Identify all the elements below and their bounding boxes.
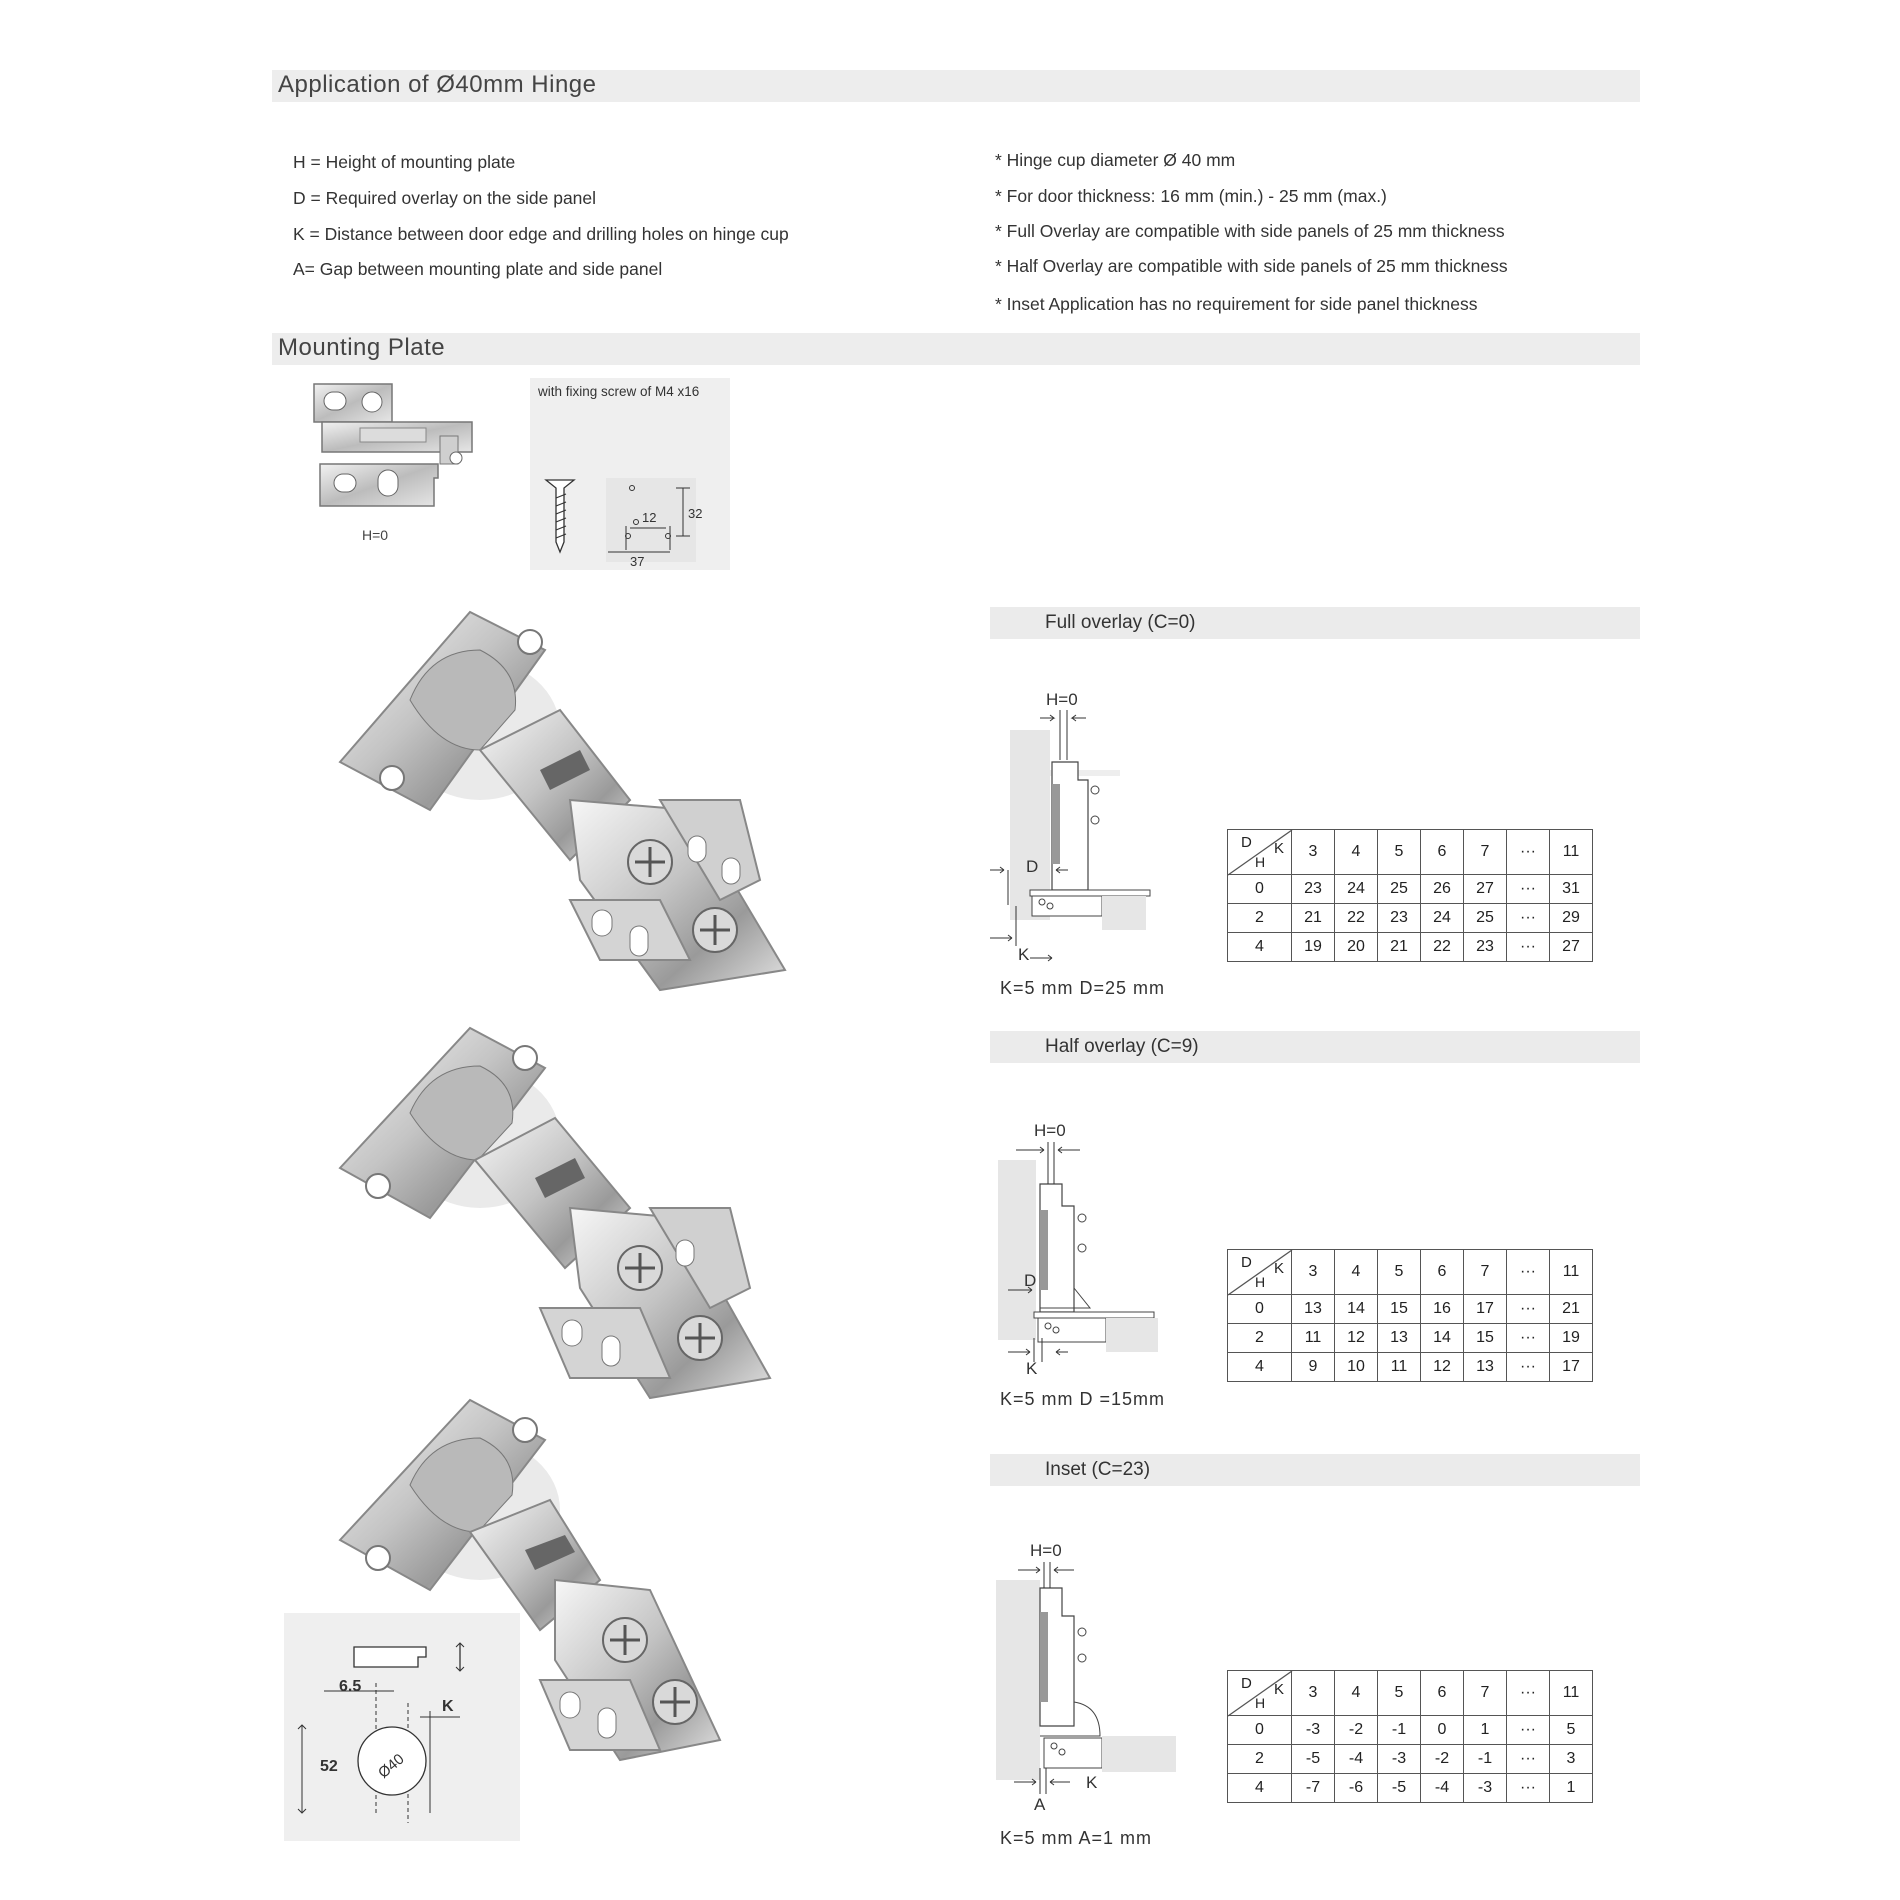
- table-cell: 21: [1378, 933, 1421, 962]
- table-k-header: 4: [1335, 1671, 1378, 1716]
- table-cell: 29: [1550, 904, 1593, 933]
- table-header-row: [1228, 830, 1593, 875]
- table-cell: 14: [1335, 1295, 1378, 1324]
- full-overlay-d-label: D: [1026, 857, 1039, 876]
- cup-dim-52: 52: [320, 1758, 338, 1775]
- mounting-plate-header-bar: [272, 333, 1640, 365]
- table-cell: 16: [1421, 1295, 1464, 1324]
- table-cell: 24: [1335, 875, 1378, 904]
- table-cell: ···: [1507, 1745, 1550, 1774]
- table-cell: 20: [1335, 933, 1378, 962]
- table-h-cell: 4: [1228, 1353, 1292, 1382]
- table-row: [1228, 933, 1593, 962]
- spec-door-thickness: * For door thickness: 16 mm (min.) - 25 mm (max.): [995, 186, 1387, 206]
- table-row: [1228, 1353, 1593, 1382]
- table-cell: ···: [1507, 904, 1550, 933]
- table-h-cell: 2: [1228, 904, 1292, 933]
- spec-inset: * Inset Application has no requirement for side panel thickness: [995, 294, 1478, 314]
- table-cell: -6: [1335, 1774, 1378, 1803]
- table-k-header: 7: [1464, 1671, 1507, 1716]
- table-k-header: 3: [1292, 1250, 1335, 1295]
- table-cell: 1: [1550, 1774, 1593, 1803]
- definition-h: H = Height of mounting plate: [293, 152, 516, 172]
- table-cell: 22: [1421, 933, 1464, 962]
- table-cell: 12: [1335, 1324, 1378, 1353]
- cup-dim-diameter: Ø40: [374, 1750, 408, 1782]
- table-cell: -5: [1292, 1745, 1335, 1774]
- table-k-header: 11: [1550, 1250, 1593, 1295]
- inset-h-label: H=0: [1030, 1541, 1062, 1560]
- table-k-header: 11: [1550, 1671, 1593, 1716]
- half-overlay-caption: K=5 mm D =15mm: [1000, 1389, 1166, 1409]
- table-cell: -5: [1378, 1774, 1421, 1803]
- table-corner: D K H: [1228, 1671, 1292, 1716]
- table-header-row: [1228, 1250, 1593, 1295]
- definition-k: K = Distance between door edge and drilling holes on hinge cup: [293, 224, 789, 244]
- cup-drilling-drawing: [284, 1613, 520, 1841]
- full-overlay-table: [1227, 829, 1593, 962]
- table-row: [1228, 1716, 1593, 1745]
- table-cell: ···: [1507, 933, 1550, 962]
- table-cell: 13: [1464, 1353, 1507, 1382]
- table-row: [1228, 1745, 1593, 1774]
- table-h-cell: 4: [1228, 1774, 1292, 1803]
- application-title: Application of Ø40mm Hinge: [278, 71, 597, 98]
- inset-bar: [990, 1454, 1640, 1486]
- table-cell: ···: [1507, 1353, 1550, 1382]
- table-k-header: 3: [1292, 830, 1335, 875]
- screw-dim-32: 32: [688, 506, 703, 521]
- table-cell: -2: [1335, 1716, 1378, 1745]
- half-overlay-table: [1227, 1249, 1593, 1382]
- table-k-header: 11: [1550, 830, 1593, 875]
- spec-cup-diameter: * Hinge cup diameter Ø 40 mm: [995, 150, 1236, 170]
- table-cell: 22: [1335, 904, 1378, 933]
- table-k-header: 5: [1378, 1671, 1421, 1716]
- table-cell: 11: [1292, 1324, 1335, 1353]
- table-cell: -3: [1378, 1745, 1421, 1774]
- definition-a: A= Gap between mounting plate and side panel: [293, 259, 663, 279]
- table-h-cell: 4: [1228, 933, 1292, 962]
- table-cell: 15: [1378, 1295, 1421, 1324]
- table-cell: 14: [1421, 1324, 1464, 1353]
- table-cell: 25: [1464, 904, 1507, 933]
- table-k-header: 6: [1421, 830, 1464, 875]
- table-k-header: 5: [1378, 1250, 1421, 1295]
- table-row: [1228, 1774, 1593, 1803]
- table-cell: -2: [1421, 1745, 1464, 1774]
- table-k-header: ···: [1507, 1250, 1550, 1295]
- table-row: [1228, 904, 1593, 933]
- table-h-cell: 0: [1228, 1295, 1292, 1324]
- inset-caption: K=5 mm A=1 mm: [1000, 1828, 1153, 1848]
- inset-table: [1227, 1670, 1593, 1803]
- table-cell: -3: [1292, 1716, 1335, 1745]
- table-cell: ···: [1507, 1295, 1550, 1324]
- table-cell: -4: [1421, 1774, 1464, 1803]
- hinge-icon: [330, 600, 800, 1020]
- full-overlay-caption: K=5 mm D=25 mm: [1000, 978, 1166, 998]
- table-h-cell: 0: [1228, 1716, 1292, 1745]
- table-corner: D K H: [1228, 830, 1292, 875]
- table-cell: ···: [1507, 1774, 1550, 1803]
- table-cell: 19: [1292, 933, 1335, 962]
- table-cell: -7: [1292, 1774, 1335, 1803]
- table-k-header: 6: [1421, 1250, 1464, 1295]
- mounting-plate-icon: [300, 378, 490, 548]
- half-overlay-k-label: K: [1026, 1359, 1038, 1378]
- table-cell: 17: [1464, 1295, 1507, 1324]
- table-cell: -4: [1335, 1745, 1378, 1774]
- inset-title: Inset (C=23): [1045, 1459, 1151, 1480]
- table-k-header: 7: [1464, 1250, 1507, 1295]
- cabinet-diagram-icon: [990, 1112, 1170, 1378]
- inset-a-label: A: [1034, 1795, 1046, 1814]
- table-cell: 21: [1550, 1295, 1593, 1324]
- table-cell: 17: [1550, 1353, 1593, 1382]
- table-cell: 27: [1550, 933, 1593, 962]
- table-cell: 5: [1550, 1716, 1593, 1745]
- table-cell: 25: [1378, 875, 1421, 904]
- table-cell: 10: [1335, 1353, 1378, 1382]
- half-overlay-title: Half overlay (C=9): [1045, 1036, 1199, 1057]
- screw-icon: [530, 400, 730, 570]
- inset-k-label: K: [1086, 1773, 1098, 1792]
- table-cell: 11: [1378, 1353, 1421, 1382]
- table-k-header: 6: [1421, 1671, 1464, 1716]
- table-cell: 26: [1421, 875, 1464, 904]
- table-cell: 13: [1378, 1324, 1421, 1353]
- cabinet-diagram-icon: [990, 680, 1170, 964]
- table-cell: 12: [1421, 1353, 1464, 1382]
- spec-full-overlay: * Full Overlay are compatible with side panels of 25 mm thickness: [995, 221, 1505, 241]
- screw-dim-37: 37: [630, 554, 645, 569]
- table-cell: -3: [1464, 1774, 1507, 1803]
- half-overlay-h-label: H=0: [1034, 1121, 1066, 1140]
- full-overlay-h-label: H=0: [1046, 690, 1078, 709]
- table-row: [1228, 1295, 1593, 1324]
- table-cell: 13: [1292, 1295, 1335, 1324]
- table-cell: -1: [1378, 1716, 1421, 1745]
- table-cell: ···: [1507, 1324, 1550, 1353]
- table-cell: 1: [1464, 1716, 1507, 1745]
- table-cell: ···: [1507, 1716, 1550, 1745]
- table-cell: 21: [1292, 904, 1335, 933]
- table-k-header: 7: [1464, 830, 1507, 875]
- cup-dim-65: 6.5: [339, 1678, 362, 1695]
- table-cell: 0: [1421, 1716, 1464, 1745]
- table-cell: 23: [1378, 904, 1421, 933]
- table-header-row: [1228, 1671, 1593, 1716]
- table-cell: -1: [1464, 1745, 1507, 1774]
- mounting-plate-label: H=0: [362, 527, 389, 543]
- mounting-plate-title: Mounting Plate: [278, 334, 446, 361]
- table-cell: 24: [1421, 904, 1464, 933]
- definition-d: D = Required overlay on the side panel: [293, 188, 597, 208]
- table-h-cell: 0: [1228, 875, 1292, 904]
- table-k-header: 3: [1292, 1671, 1335, 1716]
- table-cell: 27: [1464, 875, 1507, 904]
- table-cell: ···: [1507, 875, 1550, 904]
- screw-figure-caption: with fixing screw of M4 x16: [538, 384, 700, 399]
- half-overlay-d-label: D: [1024, 1271, 1037, 1290]
- half-overlay-bar: [990, 1031, 1640, 1063]
- spec-half-overlay: * Half Overlay are compatible with side panels of 25 mm thickness: [995, 256, 1508, 276]
- table-corner: D K H: [1228, 1250, 1292, 1295]
- table-cell: 23: [1292, 875, 1335, 904]
- table-row: [1228, 1324, 1593, 1353]
- full-overlay-k-label: K: [1018, 945, 1030, 964]
- hinge-icon: [330, 1018, 780, 1418]
- table-k-header: 5: [1378, 830, 1421, 875]
- table-cell: 19: [1550, 1324, 1593, 1353]
- table-h-cell: 2: [1228, 1324, 1292, 1353]
- cabinet-diagram-icon: [990, 1532, 1190, 1812]
- table-row: [1228, 875, 1593, 904]
- cup-dim-k: K: [442, 1698, 454, 1715]
- table-k-header: 4: [1335, 830, 1378, 875]
- table-k-header: 4: [1335, 1250, 1378, 1295]
- screw-dim-12: 12: [642, 510, 657, 525]
- table-h-cell: 2: [1228, 1745, 1292, 1774]
- table-cell: 3: [1550, 1745, 1593, 1774]
- table-cell: 9: [1292, 1353, 1335, 1382]
- full-overlay-bar: [990, 607, 1640, 639]
- table-cell: 23: [1464, 933, 1507, 962]
- table-cell: 15: [1464, 1324, 1507, 1353]
- full-overlay-title: Full overlay (C=0): [1045, 612, 1196, 633]
- table-k-header: ···: [1507, 830, 1550, 875]
- table-cell: 31: [1550, 875, 1593, 904]
- table-k-header: ···: [1507, 1671, 1550, 1716]
